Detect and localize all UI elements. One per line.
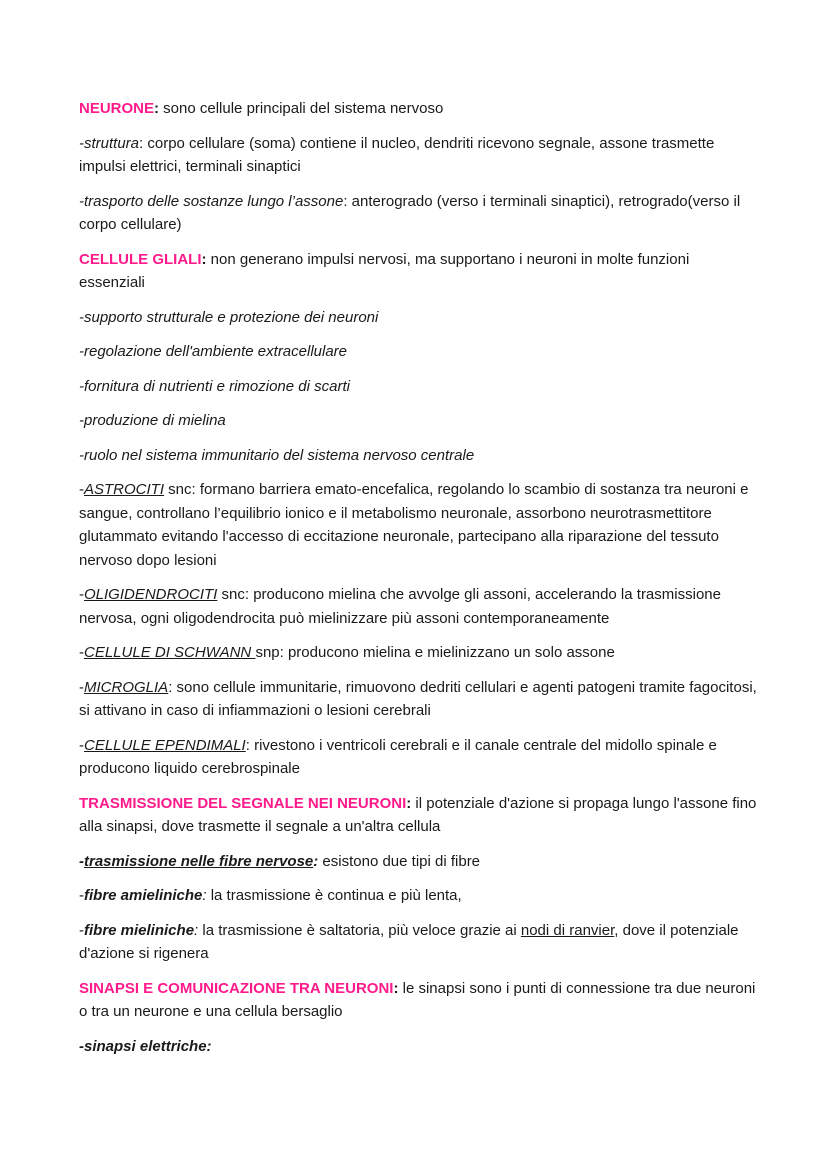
- trasmissione-text: il potenziale d'azione si propaga lungo l'assone fino alla sinapsi, dove trasmette il segnale a un'altra cellula: [79, 794, 757, 835]
- struttura-label: -struttura: [79, 134, 140, 152]
- glia-type-name: OLIGIDENDROCITI: [84, 586, 218, 603]
- sinapsi-paragraph: [79, 977, 759, 1024]
- sinapsi-text: le sinapsi sono i punti di connessione tra due neuroni o tra un neurone e una cellula bersaglio: [79, 979, 756, 1020]
- amieliniche-text: la trasmissione è continua e più lenta,: [206, 887, 462, 904]
- mieliniche-text-end: , dove il potenziale d'azione si rigenera: [79, 921, 739, 962]
- glia-type-text: snp: producono mielina e mielinizzano un solo assone: [255, 644, 615, 661]
- glia-function-item: -supporto strutturale e protezione dei neuroni: [79, 308, 379, 326]
- nodi-ranvier-link: nodi di ranvier: [520, 921, 615, 939]
- document-body: [79, 97, 759, 1069]
- sinapsi-heading: SINAPSI E COMUNICAZIONE TRA NEURONI: [79, 979, 394, 997]
- fibre-dash: -: [79, 852, 84, 870]
- glia-type-dash: -: [79, 678, 84, 696]
- glia-type-dash: -: [79, 736, 84, 754]
- fibre-text: esistono due tipi di fibre: [318, 852, 481, 870]
- glia-function-item: -ruolo nel sistema immunitario del sistema nervoso centrale: [79, 446, 475, 464]
- struttura-paragraph: [79, 132, 759, 179]
- trasporto-label: -trasporto delle sostanze lungo l’assone: [79, 192, 344, 210]
- glia-paragraph: [79, 248, 759, 295]
- mieliniche-label: fibre mieliniche: [84, 921, 195, 939]
- oligodendrociti-paragraph: [79, 583, 759, 630]
- sinapsi-colon: :: [393, 979, 399, 997]
- fibre-colon: :: [313, 852, 319, 870]
- trasmissione-paragraph: [79, 792, 759, 839]
- glia-text: non generano impulsi nervosi, ma supportano i neuroni in molte funzioni essenziali: [79, 250, 690, 291]
- mieliniche-paragraph: [79, 919, 759, 966]
- glia-type-name: CELLULE EPENDIMALI: [84, 736, 246, 754]
- amieliniche-colon: :: [202, 887, 207, 904]
- fibre-paragraph: [79, 850, 759, 874]
- glia-function-item: -produzione di mielina: [79, 412, 226, 429]
- amieliniche-label: fibre amieliniche: [84, 887, 203, 904]
- fibre-label: trasmissione nelle fibre nervose: [84, 852, 314, 870]
- glia-type-dash: -: [79, 644, 84, 661]
- microglia-paragraph: [79, 676, 759, 723]
- mieliniche-colon: :: [194, 921, 199, 939]
- trasmissione-colon: :: [406, 794, 412, 812]
- amieliniche-dash: -: [79, 887, 84, 904]
- glia-type-text: snc: producono mielina che avvolge gli assoni, accelerando la trasmissione nervosa, ogni oligodendrocita può mielinizzare più assoni contemporaneamente: [79, 586, 721, 627]
- glia-type-text: : sono cellule immunitarie, rimuovono dedriti cellulari e agenti patogeni tramite fagocitosi, si attivano in caso di infiammazioni o lesioni cerebrali: [79, 678, 757, 719]
- astrociti-paragraph: [79, 478, 759, 572]
- schwann-paragraph: [79, 641, 759, 665]
- glia-heading: CELLULE GLIALI: [79, 250, 202, 268]
- glia-type-text: : rivestono i ventricoli cerebrali e il canale centrale del midollo spinale e producono liquido cerebrospinale: [79, 736, 717, 777]
- mieliniche-dash: -: [79, 921, 84, 939]
- struttura-text: : corpo cellulare (soma) contiene il nucleo, dendriti ricevono segnale, assone trasmette impulsi elettrici, terminali sinaptici: [79, 134, 715, 175]
- glia-type-dash: -: [79, 586, 84, 603]
- glia-function-item: -regolazione dell'ambiente extracellulare: [79, 343, 348, 360]
- glia-type-name: CELLULE DI SCHWANN: [84, 644, 256, 661]
- neurone-heading: NEURONE: [79, 100, 155, 117]
- glia-colon: :: [201, 250, 207, 268]
- neurone-paragraph: [79, 97, 759, 121]
- amieliniche-paragraph: [79, 884, 759, 908]
- neurone-text: sono cellule principali del sistema nervoso: [159, 100, 444, 117]
- trasporto-text: : anterogrado (verso i terminali sinaptici), retrogrado(verso il corpo cellulare): [79, 192, 741, 233]
- glia-type-name: MICROGLIA: [84, 678, 169, 696]
- trasporto-paragraph: [79, 190, 759, 237]
- glia-type-text: snc: formano barriera emato-encefalica, regolando lo scambio di sostanza tra neuroni e sangue, controllano l’equilibrio ionico e il metabolismo neuronale, assorbono neurotrasmettitore glutammato evitando l'accesso di eccitazione neuronale, partecipano alla riparazione del tessuto nervoso dopo lesioni: [79, 481, 749, 569]
- sinapsi-elettriche-label: -sinapsi elettriche:: [79, 1037, 212, 1055]
- ependimali-paragraph: [79, 734, 759, 781]
- glia-function-item: -fornitura di nutrienti e rimozione di scarti: [79, 377, 350, 395]
- mieliniche-text: la trasmissione è saltatoria, più veloce grazie ai: [198, 921, 521, 939]
- neurone-colon: :: [154, 100, 160, 117]
- trasmissione-heading: TRASMISSIONE DEL SEGNALE NEI NEURONI: [79, 794, 407, 812]
- glia-type-name: ASTROCITI: [84, 481, 165, 498]
- glia-type-dash: -: [79, 481, 84, 498]
